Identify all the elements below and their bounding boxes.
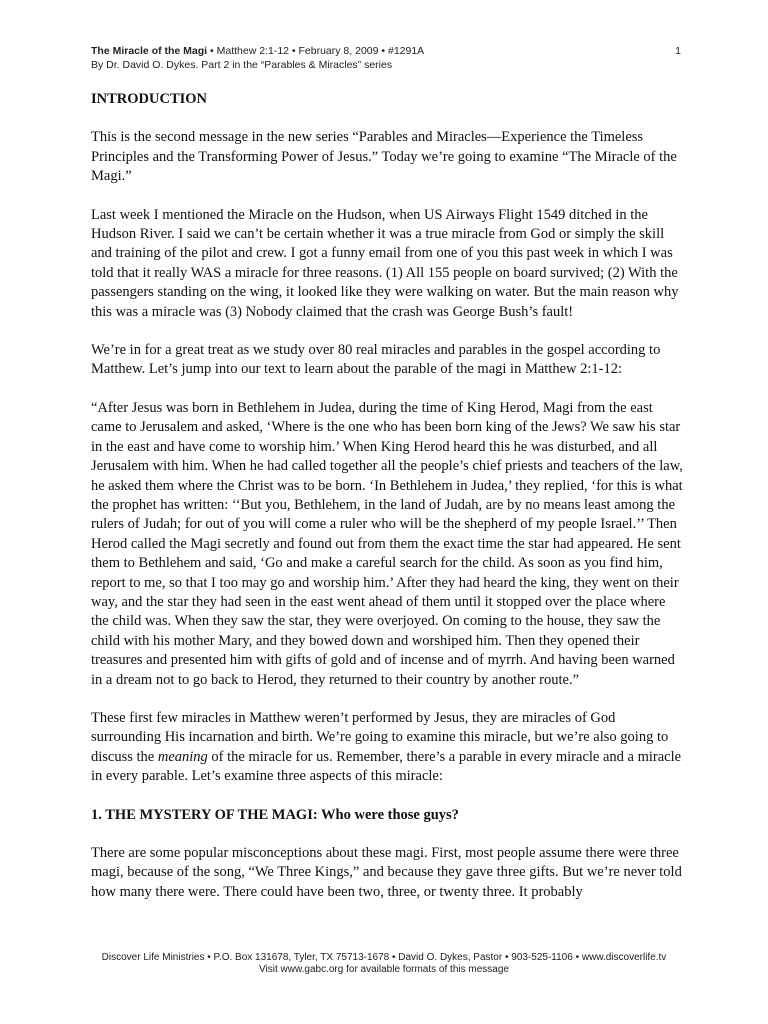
paragraph-4-part-a: These first few miracles in Matthew weren’t performed by Jesus, they are miracles of God surrounding His incarnation and birth. We’re going to examine this miracle, but we’re also going to discuss the (91, 709, 669, 765)
page-footer (0, 952, 768, 976)
footer-formats: Visit www.gabc.org for available formats of this message (259, 964, 509, 975)
sermon-title: The Miracle of the Magi (91, 45, 208, 57)
paragraph-5: There are some popular misconceptions about these magi. First, most people assume there were three magi, because of the song, “We Three Kings,” and because they gave three gifts. But we’re never told how many there were. There could have been two, three, or twenty three. It probably (91, 845, 682, 900)
intro-heading: INTRODUCTION (91, 91, 208, 107)
paragraph-1: This is the second message in the new series “Parables and Miracles—Experience the Timeless Principles and the Transforming Power of Jesus.” Today we’re going to examine “The Miracle of the Magi.” (91, 129, 677, 185)
document-body (91, 90, 683, 921)
scripture-quote: “After Jesus was born in Bethlehem in Judea, during the time of King Herod, Magi from the east came to Jerusalem and asked, ‘Where is the one who has been born king of the Jews? We saw his star in the east and have come to worship him.’ When King Herod heard this he was disturbed, and all Jerusalem with him. When he had called together all the people’s chief priests and teachers of the law, he asked them where the Christ was to be born. ‘In Bethlehem in Judea,’ they replied, ‘for this is what the prophet has written: ‘‘But you, Bethlehem, in the land of Judah, are by no means least among the rulers of Judah; for out of you will come a ruler who will be the shepherd of my people Israel.’’ Then Herod called the Magi secretly and found out from them the exact time the star had appeared. He sent them to Bethlehem and said, ‘Go and make a careful search for the child. As soon as you find him, report to me, so that I too may go and worship him.’ After they had heard the king, they went on their way, and the star they had seen in the east went ahead of them until it stopped over the place where the child was. When they saw the star, they were overjoyed. On coming to the house, they saw the child with his mother Mary, and they bowed down and worshiped him. Then they opened their treasures and presented him with gifts of gold and of incense and of myrrh. And having been warned in a dream not to go back to Herod, they returned to their country by another route.” (91, 399, 683, 688)
running-header (91, 44, 681, 72)
paragraph-3: We’re in for a great treat as we study over 80 real miracles and parables in the gospel according to Matthew. Let’s jump into our text to learn about the parable of the magi in Matthew 2:1-12: (91, 342, 661, 378)
paragraph-2: Last week I mentioned the Miracle on the Hudson, when US Airways Flight 1549 ditched in the Hudson River. I said we can’t be certain whether it was a true miracle from God or simply the skill and training of the pilot and crew. I got a funny email from one of you this past week in which I was told that it really WAS a miracle for three reasons. (1) All 155 people on board survived; (2) With the passengers standing on the wing, it looked like they were walking on water. But the main reason why this was a miracle was (3) Nobody claimed that the crash was George Bush’s fault! (91, 206, 679, 320)
emphasis-meaning: meaning (157, 748, 208, 765)
footer-contact: Discover Life Ministries • P.O. Box 131678, Tyler, TX 75713-1678 • David O. Dykes, Pastor • 903-525-1106 • www.discoverlife.tv (101, 952, 667, 963)
page-number: 1 (675, 45, 681, 57)
section-1-heading: 1. THE MYSTERY OF THE MAGI: Who were those guys? (91, 806, 459, 823)
header-line (91, 44, 681, 58)
byline: By Dr. David O. Dykes. Part 2 in the “Parables & Miracles” series (91, 59, 393, 71)
paragraph-4 (91, 709, 683, 787)
sermon-meta: • Matthew 2:1-12 • February 8, 2009 • #1291A (207, 45, 425, 57)
paragraph-4-part-b: of the miracle for us. Remember, there’s a parable in every miracle and a miracle in every parable. Let’s examine three aspects of this miracle: (91, 748, 682, 785)
